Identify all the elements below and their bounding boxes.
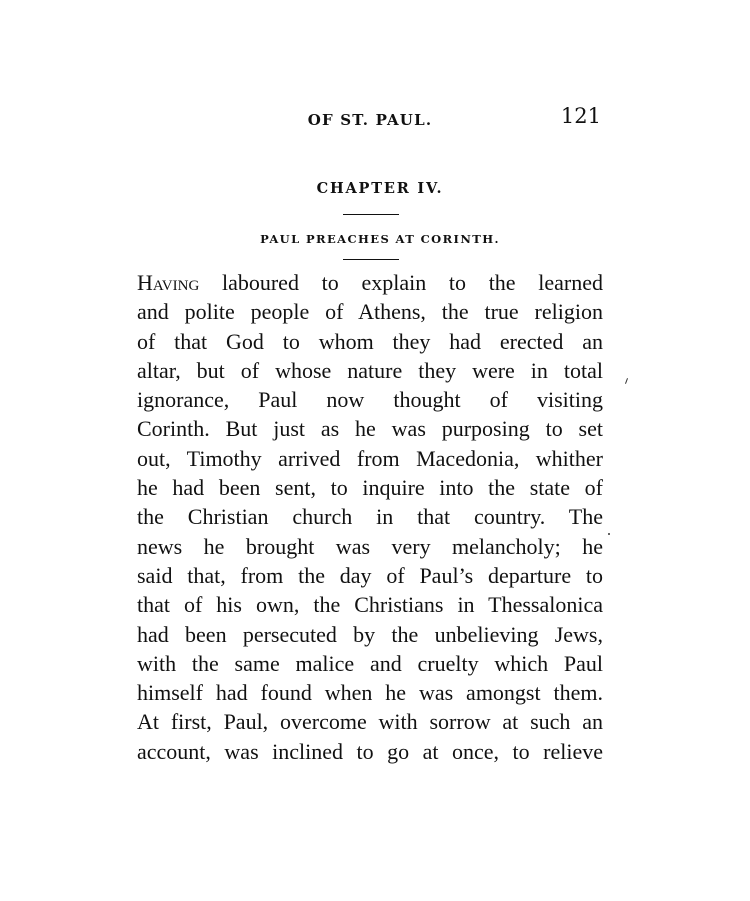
- body-line-text: laboured to explain to the learned: [199, 270, 603, 295]
- chapter-title: CHAPTER IV.: [316, 180, 444, 197]
- running-head: [137, 104, 603, 134]
- page-number: 121: [560, 104, 601, 128]
- body-text: [137, 268, 603, 766]
- body-line: Corinth. But just as he was purposing to set: [137, 416, 603, 442]
- body-line: he had been sent, to inquire into the state of: [137, 475, 603, 501]
- body-line: ignorance, Paul now thought of visiting: [137, 387, 603, 413]
- body-line: [137, 268, 603, 297]
- body-line: himself had found when he was amongst them.: [137, 680, 603, 706]
- body-line: and polite people of Athens, the true religion: [137, 299, 603, 325]
- body-line: that of his own, the Christians in Thessalonica: [137, 592, 603, 618]
- body-line: with the same malice and cruelty which Paul: [137, 650, 603, 676]
- body-line: account, was inclined to go at once, to relieve: [137, 738, 603, 764]
- body-line: altar, but of whose nature they were in total: [137, 357, 603, 383]
- ornamental-rule-top: [343, 214, 399, 215]
- running-title: OF ST. PAUL.: [307, 111, 433, 129]
- body-line: had been persecuted by the unbelieving Jews,: [137, 621, 603, 647]
- body-line: news he brought was very melancholy; he: [137, 533, 603, 559]
- body-line: the Christian church in that country. The: [137, 504, 603, 530]
- chapter-subtitle: PAUL PREACHES AT CORINTH.: [260, 232, 500, 246]
- scan-speck: [625, 378, 628, 384]
- body-line: At first, Paul, overcome with sorrow at such an: [137, 709, 603, 735]
- body-line: out, Timothy arrived from Macedonia, whither: [137, 445, 603, 471]
- body-line: said that, from the day of Paul’s departure to: [137, 562, 603, 588]
- ornamental-rule-bottom: [343, 259, 399, 260]
- drop-word: Having: [137, 270, 200, 295]
- scan-speck: [608, 533, 610, 535]
- body-line: of that God to whom they had erected an: [137, 328, 603, 354]
